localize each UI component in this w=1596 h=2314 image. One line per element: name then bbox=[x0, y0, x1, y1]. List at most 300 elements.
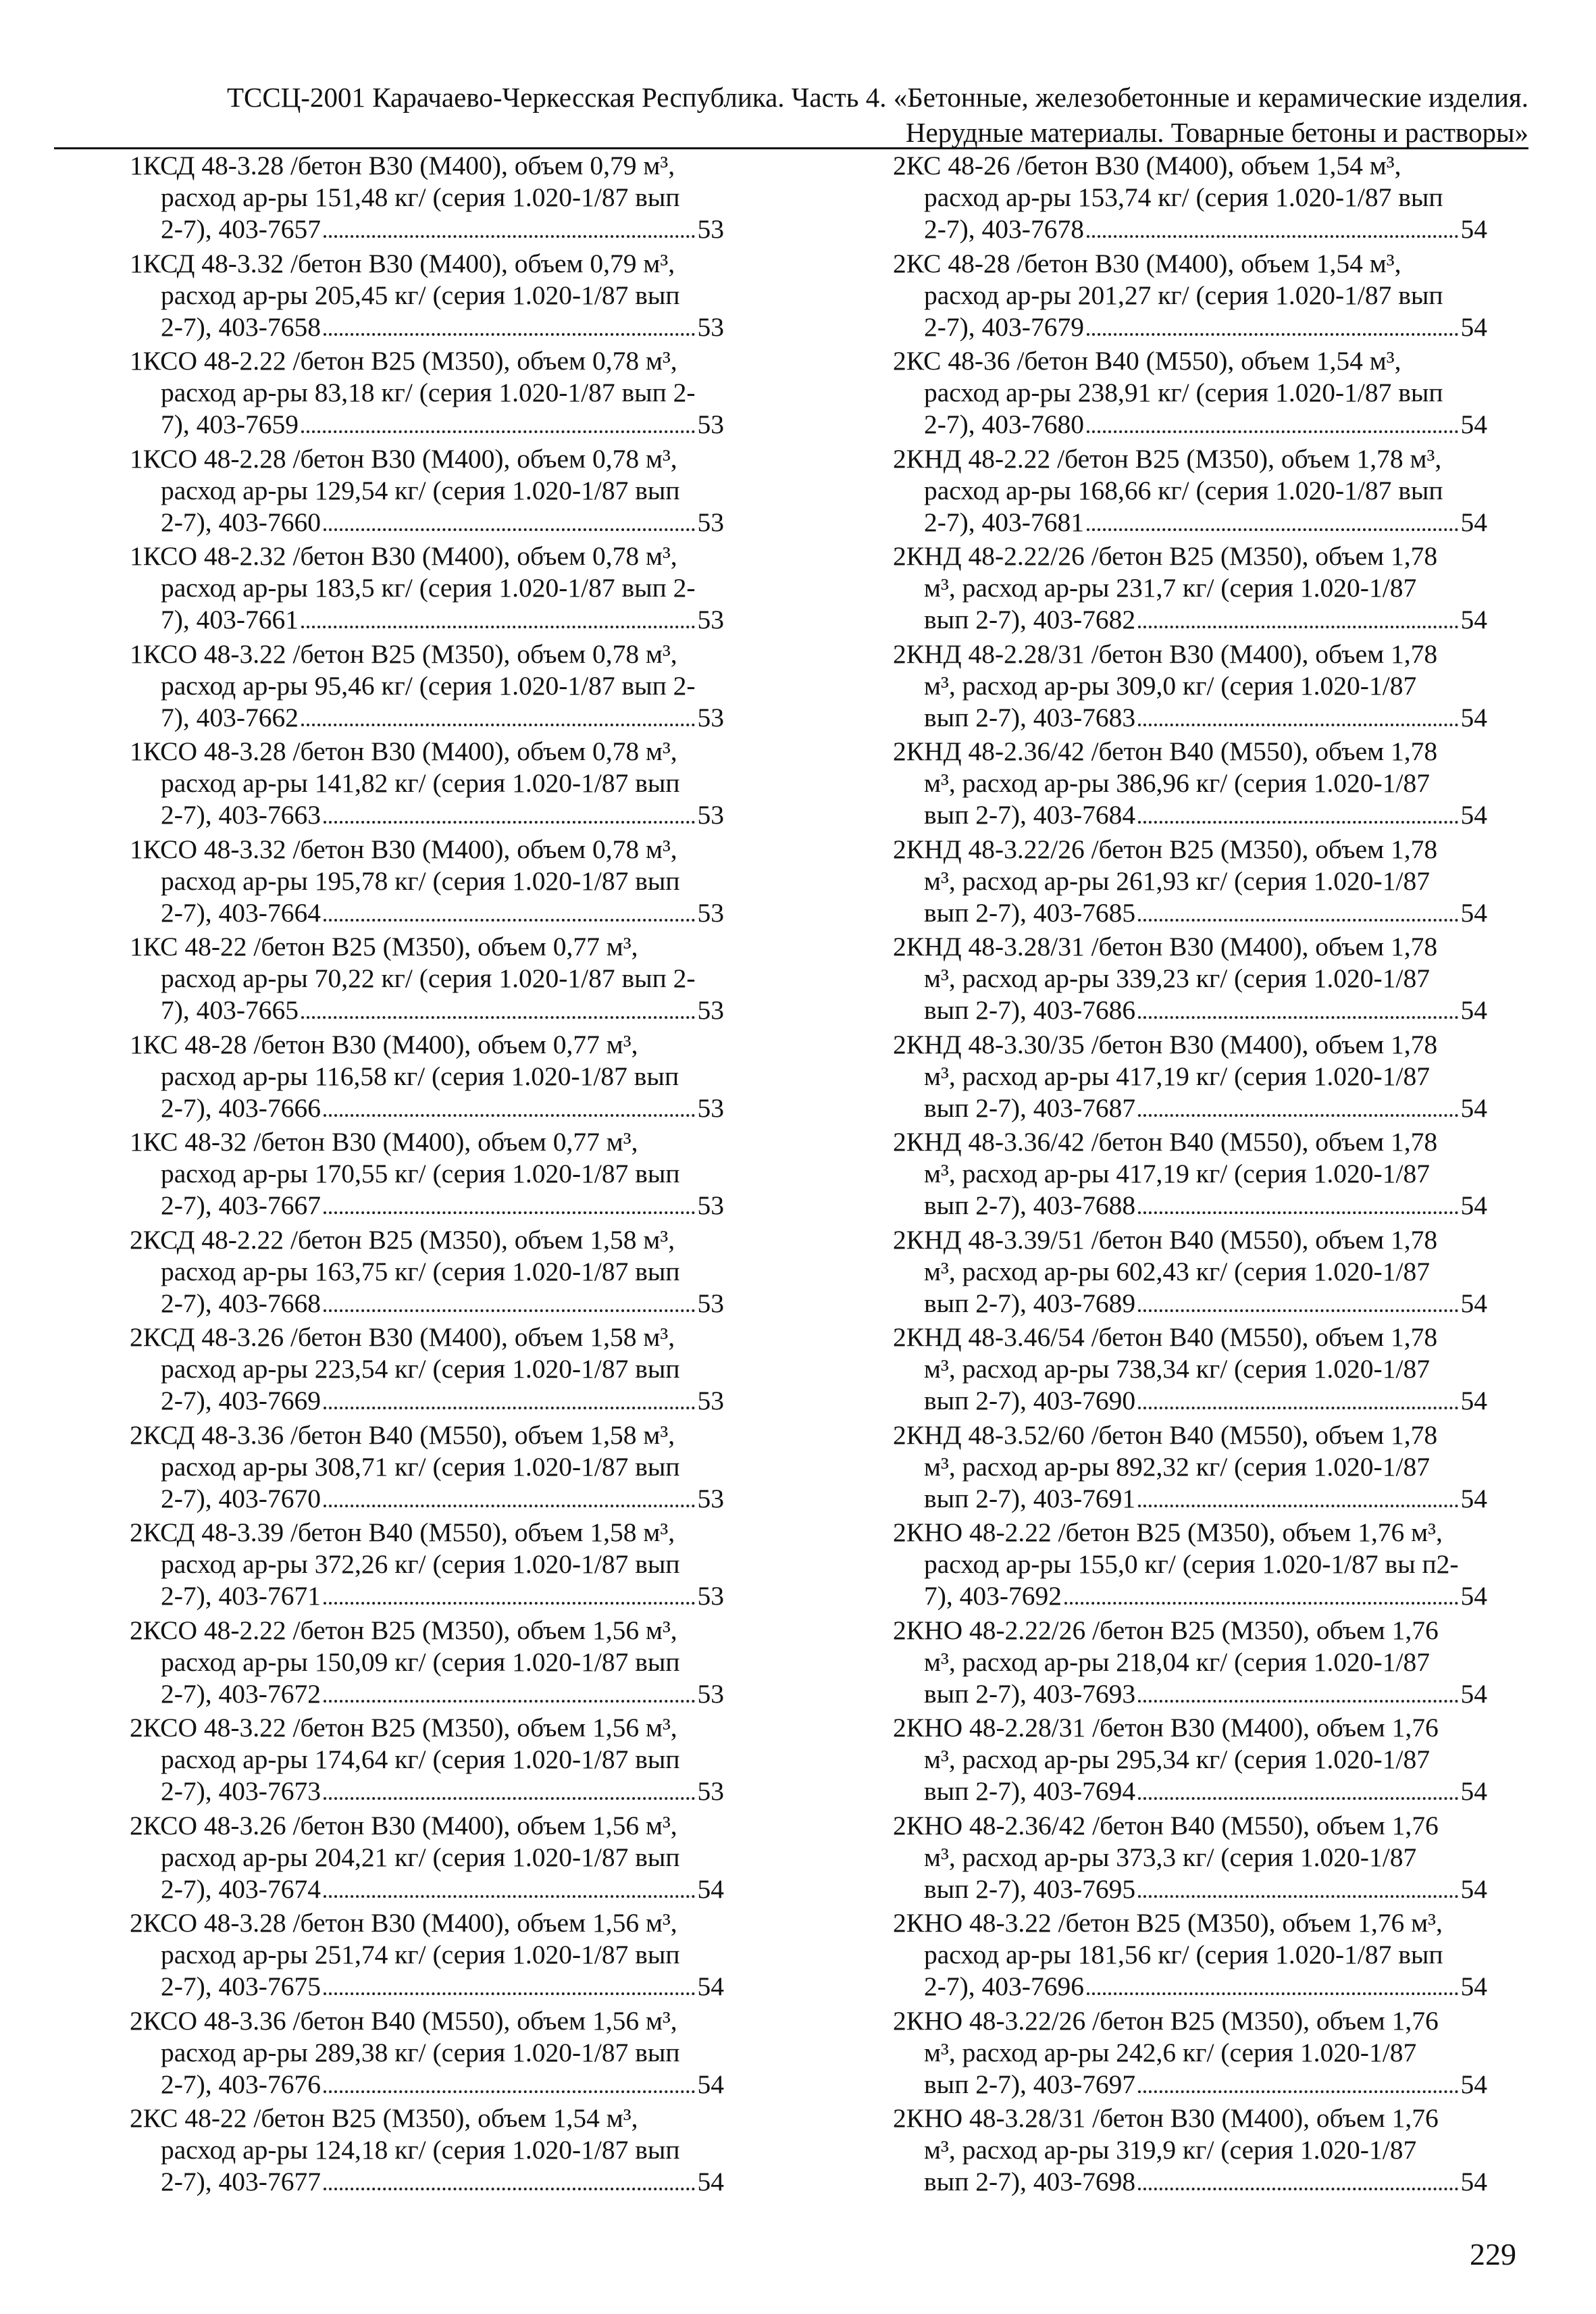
index-entry bbox=[130, 1419, 724, 1517]
entry-title: 2КНО 48-2.22/26 /бетон В25 (М350), объем 1,76 bbox=[893, 1615, 1439, 1645]
index-entry bbox=[893, 2005, 1487, 2103]
index-entry bbox=[130, 345, 724, 443]
dot-leader bbox=[1138, 702, 1458, 726]
entry-detail: м³, расход ар-ры 309,0 кг/ (серия 1.020-1/87 bbox=[924, 670, 1417, 701]
entry-page-number: 54 bbox=[1460, 1190, 1487, 1220]
dot-leader bbox=[1064, 1580, 1458, 1605]
index-entry bbox=[893, 1419, 1487, 1517]
entry-reference-line bbox=[130, 1092, 724, 1124]
index-entry bbox=[893, 1907, 1487, 2005]
index-entry bbox=[130, 1126, 724, 1224]
entry-reference-line bbox=[893, 1873, 1487, 1905]
entry-reference-line bbox=[893, 2166, 1487, 2198]
entry-detail: расход ар-ры 372,26 кг/ (серия 1.020-1/87 вып bbox=[161, 1549, 680, 1579]
entry-page-number: 54 bbox=[1460, 214, 1487, 244]
entry-page-number: 54 bbox=[1460, 1386, 1487, 1415]
dot-leader bbox=[324, 2166, 695, 2190]
entry-detail: расход ар-ры 308,71 кг/ (серия 1.020-1/87 вып bbox=[161, 1451, 680, 1482]
entry-code: 2-7), 403-7670 bbox=[161, 1483, 321, 1513]
entry-detail: м³, расход ар-ры 417,19 кг/ (серия 1.020-1/87 bbox=[924, 1061, 1430, 1091]
entry-reference-line bbox=[130, 507, 724, 538]
dot-leader bbox=[324, 1873, 695, 1898]
index-entry bbox=[130, 1029, 724, 1127]
index-entry bbox=[130, 1712, 724, 1810]
entry-code: 2-7), 403-7668 bbox=[161, 1288, 321, 1318]
entry-code: вып 2-7), 403-7689 bbox=[924, 1288, 1136, 1318]
entry-detail: м³, расход ар-ры 417,19 кг/ (серия 1.020-1/87 bbox=[924, 1159, 1430, 1188]
entry-reference-line bbox=[130, 1483, 724, 1515]
dot-leader bbox=[1138, 1288, 1458, 1312]
entry-detail: расход ар-ры 151,48 кг/ (серия 1.020-1/87 вып bbox=[161, 182, 680, 212]
entry-code: 2-7), 403-7672 bbox=[161, 1678, 321, 1709]
index-entry bbox=[893, 2103, 1487, 2200]
index-entry bbox=[893, 150, 1487, 248]
entry-code: вып 2-7), 403-7697 bbox=[924, 2069, 1136, 2099]
entry-page-number: 54 bbox=[1460, 2069, 1487, 2099]
entry-detail: м³, расход ар-ры 218,04 кг/ (серия 1.020-1/87 bbox=[924, 1646, 1430, 1677]
entry-detail: расход ар-ры 168,66 кг/ (серия 1.020-1/87 вып bbox=[924, 475, 1443, 505]
dot-leader bbox=[1087, 409, 1458, 433]
dot-leader bbox=[1087, 1971, 1458, 1995]
entry-reference-line bbox=[130, 702, 724, 734]
entry-code: вып 2-7), 403-7686 bbox=[924, 995, 1136, 1025]
entry-title: 2КНД 48-2.22/26 /бетон В25 (М350), объем 1,78 bbox=[893, 541, 1438, 571]
index-entry bbox=[893, 1322, 1487, 1419]
entry-code: 7), 403-7659 bbox=[161, 409, 299, 439]
entry-reference-line bbox=[893, 799, 1487, 831]
index-entry bbox=[893, 1224, 1487, 1322]
entry-detail: расход ар-ры 223,54 кг/ (серия 1.020-1/87 вып bbox=[161, 1354, 680, 1384]
index-entry bbox=[893, 1712, 1487, 1810]
dot-leader bbox=[1138, 1678, 1458, 1703]
index-column-right bbox=[893, 150, 1487, 2200]
entry-title: 2КСД 48-3.36 /бетон В40 (М550), объем 1,58 м³, bbox=[130, 1419, 675, 1450]
entry-reference-line bbox=[130, 1580, 724, 1612]
dot-leader bbox=[1138, 1385, 1458, 1409]
entry-code: 2-7), 403-7657 bbox=[161, 214, 321, 244]
entry-detail: расход ар-ры 155,0 кг/ (серия 1.020-1/87 вы п2- bbox=[924, 1549, 1459, 1579]
entry-page-number: 54 bbox=[1460, 897, 1487, 928]
entry-title: 2КНД 48-3.28/31 /бетон В30 (М400), объем 1,78 bbox=[893, 932, 1438, 961]
entry-page-number: 53 bbox=[697, 311, 724, 342]
entry-page-number: 54 bbox=[1460, 2167, 1487, 2196]
entry-title: 2КНО 48-2.22 /бетон В25 (М350), объем 1,76 м³, bbox=[893, 1517, 1443, 1547]
dot-leader bbox=[1138, 2166, 1458, 2190]
index-entry bbox=[893, 345, 1487, 443]
entry-page-number: 53 bbox=[697, 800, 724, 830]
entry-code: вып 2-7), 403-7691 bbox=[924, 1483, 1136, 1513]
entry-title: 2КС 48-28 /бетон В30 (М400), объем 1,54 м³, bbox=[893, 248, 1401, 278]
entry-detail: расход ар-ры 124,18 кг/ (серия 1.020-1/87 вып bbox=[161, 2135, 680, 2165]
entry-reference-line bbox=[893, 311, 1487, 343]
entry-code: вып 2-7), 403-7687 bbox=[924, 1092, 1136, 1123]
entry-page-number: 54 bbox=[1460, 409, 1487, 439]
index-entry bbox=[130, 1615, 724, 1713]
entry-title: 2КНО 48-3.22/26 /бетон В25 (М350), объем 1,76 bbox=[893, 2005, 1439, 2036]
dot-leader bbox=[1138, 604, 1458, 628]
entry-title: 2КСО 48-3.28 /бетон В30 (М400), объем 1,56 м³, bbox=[130, 1908, 677, 1938]
entry-page-number: 54 bbox=[1460, 507, 1487, 537]
index-entry bbox=[130, 1907, 724, 2005]
entry-code: 2-7), 403-7680 bbox=[924, 409, 1084, 439]
dot-leader bbox=[301, 409, 694, 433]
entry-code: 2-7), 403-7675 bbox=[161, 1971, 321, 2001]
index-entry bbox=[130, 540, 724, 638]
entry-reference-line bbox=[130, 799, 724, 831]
entry-code: 7), 403-7665 bbox=[161, 995, 299, 1025]
entry-reference-line bbox=[130, 311, 724, 343]
entry-code: 2-7), 403-7678 bbox=[924, 214, 1084, 244]
index-entry bbox=[893, 248, 1487, 346]
page-number: 229 bbox=[1470, 2237, 1516, 2271]
entry-reference-line bbox=[130, 2166, 724, 2198]
entry-page-number: 53 bbox=[697, 1483, 724, 1513]
entry-detail: расход ар-ры 153,74 кг/ (серия 1.020-1/87 вып bbox=[924, 182, 1443, 212]
index-entry bbox=[130, 1517, 724, 1615]
entry-title: 1КСД 48-3.28 /бетон В30 (М400), объем 0,79 м³, bbox=[130, 151, 675, 180]
index-entry bbox=[893, 540, 1487, 638]
dot-leader bbox=[324, 799, 695, 824]
entry-page-number: 53 bbox=[697, 897, 724, 928]
entry-reference-line bbox=[893, 1971, 1487, 2003]
entry-reference-line bbox=[893, 1190, 1487, 1222]
entry-code: вып 2-7), 403-7690 bbox=[924, 1386, 1136, 1415]
entry-detail: расход ар-ры 289,38 кг/ (серия 1.020-1/87 вып bbox=[161, 2037, 680, 2067]
entry-code: вып 2-7), 403-7682 bbox=[924, 605, 1136, 634]
dot-leader bbox=[301, 702, 694, 726]
entry-title: 2КНД 48-3.30/35 /бетон В30 (М400), объем 1,78 bbox=[893, 1029, 1438, 1059]
running-header bbox=[128, 80, 1528, 150]
index-entry bbox=[130, 736, 724, 834]
entry-title: 2КНД 48-2.28/31 /бетон В30 (М400), объем 1,78 bbox=[893, 638, 1438, 669]
entry-page-number: 53 bbox=[697, 507, 724, 537]
dot-leader bbox=[324, 1190, 695, 1214]
header-line-1: ТССЦ-2001 Карачаево-Черкесская Республика. Часть 4. «Бетонные, железобетонные и керамические изделия. bbox=[226, 82, 1528, 113]
dot-leader bbox=[1087, 311, 1458, 336]
entry-detail: расход ар-ры 251,74 кг/ (серия 1.020-1/87 вып bbox=[161, 1940, 680, 1969]
index-entry bbox=[130, 1224, 724, 1322]
entry-detail: расход ар-ры 201,27 кг/ (серия 1.020-1/87 вып bbox=[924, 280, 1443, 310]
entry-code: вып 2-7), 403-7685 bbox=[924, 897, 1136, 928]
entry-detail: м³, расход ар-ры 602,43 кг/ (серия 1.020-1/87 bbox=[924, 1256, 1430, 1286]
entry-reference-line bbox=[130, 1288, 724, 1319]
entry-title: 1КСД 48-3.32 /бетон В30 (М400), объем 0,79 м³, bbox=[130, 248, 675, 278]
entry-code: 2-7), 403-7679 bbox=[924, 311, 1084, 342]
entry-reference-line bbox=[130, 1971, 724, 2003]
entry-reference-line bbox=[130, 1190, 724, 1222]
dot-leader bbox=[1138, 1092, 1458, 1117]
entry-title: 2КНД 48-3.46/54 /бетон В40 (М550), объем 1,78 bbox=[893, 1322, 1438, 1352]
entry-page-number: 53 bbox=[697, 1776, 724, 1806]
entry-title: 1КС 48-32 /бетон В30 (М400), объем 0,77 м³, bbox=[130, 1127, 638, 1157]
entry-page-number: 54 bbox=[697, 1873, 724, 1904]
dot-leader bbox=[324, 311, 695, 336]
entry-reference-line bbox=[893, 213, 1487, 245]
header-line-2: Нерудные материалы. Товарные бетоны и растворы» bbox=[905, 117, 1528, 148]
entry-detail: м³, расход ар-ры 339,23 кг/ (серия 1.020-1/87 bbox=[924, 963, 1430, 993]
entry-detail: м³, расход ар-ры 242,6 кг/ (серия 1.020-1/87 bbox=[924, 2037, 1417, 2067]
dot-leader bbox=[1138, 1190, 1458, 1214]
entry-code: 2-7), 403-7676 bbox=[161, 2069, 321, 2099]
entry-page-number: 53 bbox=[697, 1288, 724, 1318]
entry-page-number: 53 bbox=[697, 1386, 724, 1415]
dot-leader bbox=[1138, 799, 1458, 824]
entry-detail: м³, расход ар-ры 386,96 кг/ (серия 1.020-1/87 bbox=[924, 768, 1430, 798]
entry-detail: м³, расход ар-ры 738,34 кг/ (серия 1.020-1/87 bbox=[924, 1354, 1430, 1384]
entry-title: 2КСД 48-3.39 /бетон В40 (М550), объем 1,58 м³, bbox=[130, 1517, 675, 1547]
entry-reference-line bbox=[893, 409, 1487, 441]
entry-detail: расход ар-ры 163,75 кг/ (серия 1.020-1/87 вып bbox=[161, 1256, 680, 1286]
dot-leader bbox=[324, 1092, 695, 1117]
entry-code: 2-7), 403-7663 bbox=[161, 800, 321, 830]
entry-code: вып 2-7), 403-7688 bbox=[924, 1190, 1136, 1220]
entry-code: 2-7), 403-7696 bbox=[924, 1971, 1084, 2001]
entry-title: 1КСО 48-2.22 /бетон В25 (М350), объем 0,78 м³, bbox=[130, 346, 677, 376]
entry-detail: расход ар-ры 195,78 кг/ (серия 1.020-1/87 вып bbox=[161, 865, 680, 896]
entry-reference-line bbox=[893, 1288, 1487, 1319]
dot-leader bbox=[1138, 897, 1458, 922]
index-entry bbox=[130, 834, 724, 932]
entry-title: 2КНД 48-3.39/51 /бетон В40 (М550), объем 1,78 bbox=[893, 1224, 1438, 1255]
index-entry bbox=[893, 736, 1487, 834]
entry-detail: расход ар-ры 170,55 кг/ (серия 1.020-1/87 вып bbox=[161, 1159, 680, 1188]
entry-code: вып 2-7), 403-7695 bbox=[924, 1873, 1136, 1904]
entry-title: 2КС 48-36 /бетон В40 (М550), объем 1,54 м³, bbox=[893, 346, 1401, 376]
entry-title: 1КСО 48-3.22 /бетон В25 (М350), объем 0,78 м³, bbox=[130, 638, 677, 669]
index-entry bbox=[893, 638, 1487, 736]
entry-reference-line bbox=[893, 1580, 1487, 1612]
entry-code: вып 2-7), 403-7683 bbox=[924, 702, 1136, 732]
entry-reference-line bbox=[130, 2069, 724, 2101]
entry-page-number: 54 bbox=[697, 1971, 724, 2001]
entry-title: 1КСО 48-2.28 /бетон В30 (М400), объем 0,78 м³, bbox=[130, 443, 677, 474]
dot-leader bbox=[1087, 507, 1458, 531]
entry-reference-line bbox=[893, 897, 1487, 929]
entry-code: 7), 403-7662 bbox=[161, 702, 299, 732]
entry-title: 2КСД 48-2.22 /бетон В25 (М350), объем 1,58 м³, bbox=[130, 1224, 675, 1255]
entry-page-number: 53 bbox=[697, 1581, 724, 1611]
entry-code: 2-7), 403-7674 bbox=[161, 1873, 321, 1904]
entry-page-number: 54 bbox=[1460, 605, 1487, 634]
entry-detail: расход ар-ры 141,82 кг/ (серия 1.020-1/87 вып bbox=[161, 768, 680, 798]
entry-title: 2КСО 48-2.22 /бетон В25 (М350), объем 1,56 м³, bbox=[130, 1615, 677, 1645]
entry-page-number: 54 bbox=[1460, 1288, 1487, 1318]
entry-title: 2КНД 48-3.36/42 /бетон В40 (М550), объем 1,78 bbox=[893, 1127, 1438, 1157]
entry-reference-line bbox=[893, 1092, 1487, 1124]
entry-title: 1КС 48-22 /бетон В25 (М350), объем 0,77 м³, bbox=[130, 932, 638, 961]
entry-title: 2КНД 48-2.36/42 /бетон В40 (М550), объем 1,78 bbox=[893, 736, 1438, 766]
dot-leader bbox=[324, 1580, 695, 1605]
dot-leader bbox=[324, 507, 695, 531]
entry-code: 2-7), 403-7666 bbox=[161, 1092, 321, 1123]
entry-detail: расход ар-ры 205,45 кг/ (серия 1.020-1/87 вып bbox=[161, 280, 680, 310]
entry-page-number: 54 bbox=[1460, 1483, 1487, 1513]
entry-detail: м³, расход ар-ры 261,93 кг/ (серия 1.020-1/87 bbox=[924, 865, 1430, 896]
entry-title: 2КС 48-22 /бетон В25 (М350), объем 1,54 м³, bbox=[130, 2103, 638, 2133]
entry-page-number: 53 bbox=[697, 995, 724, 1025]
entry-page-number: 54 bbox=[1460, 995, 1487, 1025]
entry-page-number: 54 bbox=[1460, 1971, 1487, 2001]
index-entry bbox=[130, 443, 724, 541]
dot-leader bbox=[324, 897, 695, 922]
dot-leader bbox=[1138, 1483, 1458, 1507]
entry-title: 2КСО 48-3.26 /бетон В30 (М400), объем 1,56 м³, bbox=[130, 1810, 677, 1840]
entry-title: 1КСО 48-3.32 /бетон В30 (М400), объем 0,78 м³, bbox=[130, 834, 677, 864]
dot-leader bbox=[324, 213, 695, 238]
entry-code: 7), 403-7661 bbox=[161, 605, 299, 634]
entry-reference-line bbox=[893, 507, 1487, 538]
entry-reference-line bbox=[893, 1776, 1487, 1807]
entry-reference-line bbox=[130, 1678, 724, 1710]
entry-page-number: 53 bbox=[697, 214, 724, 244]
dot-leader bbox=[1138, 2069, 1458, 2093]
entry-page-number: 53 bbox=[697, 409, 724, 439]
dot-leader bbox=[324, 2069, 695, 2093]
entry-code: 7), 403-7692 bbox=[924, 1581, 1062, 1611]
entry-title: 2КНД 48-3.52/60 /бетон В40 (М550), объем 1,78 bbox=[893, 1419, 1438, 1450]
dot-leader bbox=[1138, 995, 1458, 1019]
entry-detail: расход ар-ры 70,22 кг/ (серия 1.020-1/87 вып 2- bbox=[161, 963, 696, 993]
entry-code: 2-7), 403-7664 bbox=[161, 897, 321, 928]
entry-detail: м³, расход ар-ры 295,34 кг/ (серия 1.020-1/87 bbox=[924, 1744, 1430, 1774]
entry-title: 2КС 48-26 /бетон В30 (М400), объем 1,54 м³, bbox=[893, 151, 1401, 180]
index-entry bbox=[130, 931, 724, 1029]
entry-title: 2КСО 48-3.36 /бетон В40 (М550), объем 1,56 м³, bbox=[130, 2005, 677, 2036]
entry-reference-line bbox=[893, 995, 1487, 1026]
entry-title: 2КНО 48-3.28/31 /бетон В30 (М400), объем 1,76 bbox=[893, 2103, 1439, 2133]
index-entry bbox=[893, 1126, 1487, 1224]
dot-leader bbox=[1138, 1776, 1458, 1800]
entry-code: вып 2-7), 403-7693 bbox=[924, 1678, 1136, 1709]
index-entry bbox=[130, 150, 724, 248]
entry-reference-line bbox=[893, 2069, 1487, 2101]
entry-title: 2КНД 48-2.22 /бетон В25 (М350), объем 1,78 м³, bbox=[893, 443, 1442, 474]
entry-title: 2КСО 48-3.22 /бетон В25 (М350), объем 1,56 м³, bbox=[130, 1713, 677, 1742]
entry-page-number: 53 bbox=[697, 605, 724, 634]
entry-code: 2-7), 403-7660 bbox=[161, 507, 321, 537]
entry-reference-line bbox=[893, 1483, 1487, 1515]
entry-reference-line bbox=[893, 1385, 1487, 1417]
entry-code: вып 2-7), 403-7698 bbox=[924, 2167, 1136, 2196]
index-entry bbox=[130, 1810, 724, 1908]
entry-page-number: 53 bbox=[697, 1190, 724, 1220]
entry-title: 2КНО 48-2.36/42 /бетон В40 (М550), объем 1,76 bbox=[893, 1810, 1439, 1840]
index-entry bbox=[893, 931, 1487, 1029]
entry-detail: расход ар-ры 129,54 кг/ (серия 1.020-1/87 вып bbox=[161, 475, 680, 505]
dot-leader bbox=[324, 1483, 695, 1507]
entry-reference-line bbox=[130, 213, 724, 245]
entry-detail: расход ар-ры 95,46 кг/ (серия 1.020-1/87 вып 2- bbox=[161, 670, 696, 701]
entry-detail: расход ар-ры 116,58 кг/ (серия 1.020-1/87 вып bbox=[161, 1061, 679, 1091]
entry-title: 1КСО 48-3.28 /бетон В30 (М400), объем 0,78 м³, bbox=[130, 736, 677, 766]
entry-title: 1КСО 48-2.32 /бетон В30 (М400), объем 0,78 м³, bbox=[130, 541, 677, 571]
entry-code: 2-7), 403-7673 bbox=[161, 1776, 321, 1806]
dot-leader bbox=[324, 1776, 695, 1800]
entry-page-number: 53 bbox=[697, 1092, 724, 1123]
entry-reference-line bbox=[130, 604, 724, 636]
dot-leader bbox=[324, 1971, 695, 1995]
dot-leader bbox=[324, 1678, 695, 1703]
dot-leader bbox=[301, 995, 694, 1019]
entry-reference-line bbox=[130, 1385, 724, 1417]
entry-reference-line bbox=[130, 897, 724, 929]
entry-detail: м³, расход ар-ры 231,7 кг/ (серия 1.020-1/87 bbox=[924, 573, 1417, 603]
index-entry bbox=[130, 1322, 724, 1419]
entry-title: 1КС 48-28 /бетон В30 (М400), объем 0,77 м³, bbox=[130, 1029, 638, 1059]
dot-leader bbox=[1138, 1873, 1458, 1898]
entry-title: 2КНО 48-3.22 /бетон В25 (М350), объем 1,76 м³, bbox=[893, 1908, 1443, 1938]
entry-code: 2-7), 403-7671 bbox=[161, 1581, 321, 1611]
entry-code: 2-7), 403-7681 bbox=[924, 507, 1084, 537]
entry-code: 2-7), 403-7677 bbox=[161, 2167, 321, 2196]
entry-title: 2КСД 48-3.26 /бетон В30 (М400), объем 1,58 м³, bbox=[130, 1322, 675, 1352]
index-entry bbox=[130, 2005, 724, 2103]
entry-reference-line bbox=[130, 409, 724, 441]
dot-leader bbox=[301, 604, 694, 628]
dot-leader bbox=[324, 1288, 695, 1312]
index-entry bbox=[130, 2103, 724, 2200]
dot-leader bbox=[324, 1385, 695, 1409]
entry-page-number: 54 bbox=[1460, 1092, 1487, 1123]
entry-code: 2-7), 403-7658 bbox=[161, 311, 321, 342]
index-entry bbox=[893, 1810, 1487, 1908]
entry-reference-line bbox=[130, 995, 724, 1026]
header-rule bbox=[54, 147, 1528, 149]
index-entry bbox=[893, 1517, 1487, 1615]
entry-page-number: 54 bbox=[697, 2167, 724, 2196]
entry-detail: расход ар-ры 238,91 кг/ (серия 1.020-1/87 вып bbox=[924, 378, 1443, 407]
entry-title: 2КНД 48-3.22/26 /бетон В25 (М350), объем 1,78 bbox=[893, 834, 1438, 864]
entry-reference-line bbox=[130, 1776, 724, 1807]
entry-reference-line bbox=[130, 1873, 724, 1905]
entry-page-number: 54 bbox=[1460, 1873, 1487, 1904]
entry-page-number: 53 bbox=[697, 702, 724, 732]
index-entry bbox=[130, 248, 724, 346]
dot-leader bbox=[1087, 213, 1458, 238]
entry-code: 2-7), 403-7669 bbox=[161, 1386, 321, 1415]
entry-page-number: 53 bbox=[697, 1678, 724, 1709]
entry-reference-line bbox=[893, 702, 1487, 734]
entry-detail: расход ар-ры 183,5 кг/ (серия 1.020-1/87 вып 2- bbox=[161, 573, 696, 603]
entry-title: 2КНО 48-2.28/31 /бетон В30 (М400), объем 1,76 bbox=[893, 1713, 1439, 1742]
entry-code: вып 2-7), 403-7694 bbox=[924, 1776, 1136, 1806]
entry-code: 2-7), 403-7667 bbox=[161, 1190, 321, 1220]
index-entry bbox=[893, 443, 1487, 541]
index-entry bbox=[893, 1029, 1487, 1127]
index-entry bbox=[130, 638, 724, 736]
entry-page-number: 54 bbox=[1460, 702, 1487, 732]
entry-reference-line bbox=[893, 604, 1487, 636]
entry-detail: м³, расход ар-ры 373,3 кг/ (серия 1.020-1/87 bbox=[924, 1842, 1417, 1872]
entry-code: вып 2-7), 403-7684 bbox=[924, 800, 1136, 830]
entry-page-number: 54 bbox=[1460, 1776, 1487, 1806]
entry-detail: расход ар-ры 181,56 кг/ (серия 1.020-1/87 вып bbox=[924, 1940, 1443, 1969]
entry-detail: расход ар-ры 174,64 кг/ (серия 1.020-1/87 вып bbox=[161, 1744, 680, 1774]
entry-reference-line bbox=[893, 1678, 1487, 1710]
entry-page-number: 54 bbox=[1460, 1678, 1487, 1709]
entry-page-number: 54 bbox=[1460, 1581, 1487, 1611]
index-entry bbox=[893, 834, 1487, 932]
index-entry bbox=[893, 1615, 1487, 1713]
entry-page-number: 54 bbox=[697, 2069, 724, 2099]
entry-detail: м³, расход ар-ры 892,32 кг/ (серия 1.020-1/87 bbox=[924, 1451, 1430, 1482]
entry-detail: расход ар-ры 204,21 кг/ (серия 1.020-1/87 вып bbox=[161, 1842, 680, 1872]
entry-detail: м³, расход ар-ры 319,9 кг/ (серия 1.020-1/87 bbox=[924, 2135, 1417, 2165]
entry-detail: расход ар-ры 83,18 кг/ (серия 1.020-1/87 вып 2- bbox=[161, 378, 696, 407]
index-column-left bbox=[130, 150, 724, 2200]
entry-page-number: 54 bbox=[1460, 800, 1487, 830]
entry-detail: расход ар-ры 150,09 кг/ (серия 1.020-1/87 вып bbox=[161, 1646, 680, 1677]
